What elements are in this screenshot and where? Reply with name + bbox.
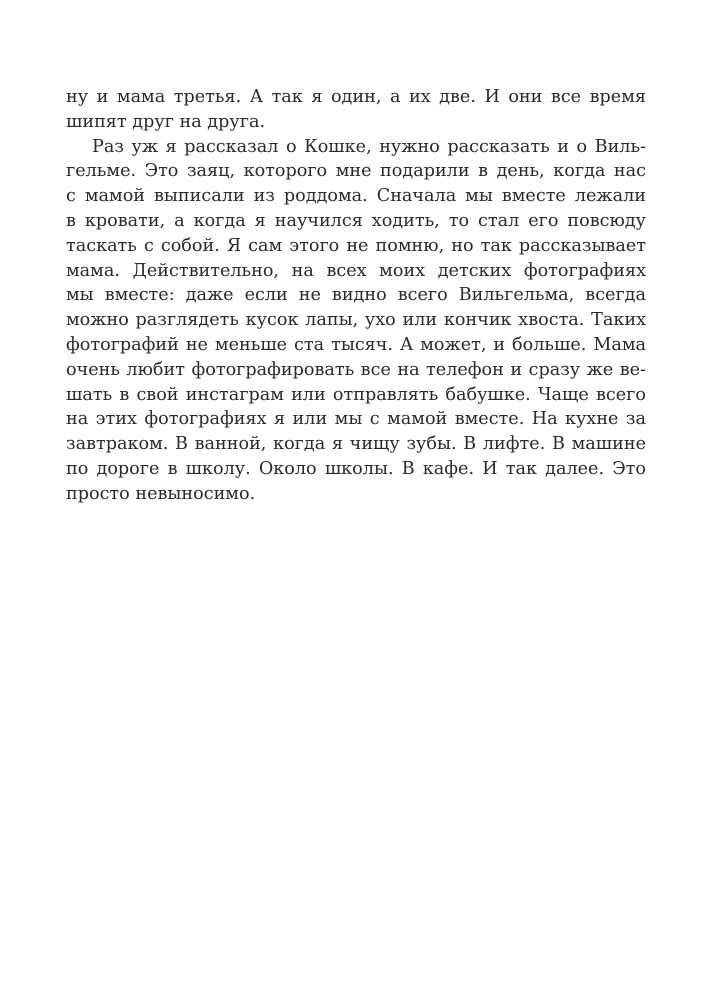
text-line: мама. Действительно, на всех моих детских фотографиях — [66, 260, 646, 281]
text-line: по дороге в школу. Около школы. В кафе. И так далее. Это — [66, 458, 646, 479]
text-line: в кровати, а когда я научился ходить, то стал его повсюду — [66, 210, 646, 231]
text-line: фотографий не меньше ста тысяч. А может, и больше. Мама — [66, 334, 646, 355]
text-line: ну и мама третья. А так я один, а их две. И они все время — [66, 87, 646, 107]
text-line: очень любит фотографировать все на телефон и сразу же ве- — [66, 359, 646, 380]
text-line: мы вместе: даже если не видно всего Вильгельма, всегда — [66, 285, 646, 306]
text-line: с мамой выписали из роддома. Сначала мы вместе лежали — [66, 186, 646, 207]
text-line: гельме. Это заяц, которого мне подарили в день, когда нас — [66, 161, 646, 182]
text-line: шипят друг на друга. — [66, 111, 266, 132]
text-line: завтраком. В ванной, когда я чищу зубы. В лифте. В машине — [66, 434, 646, 455]
text-line: шать в свой инстаграм или отправлять бабушке. Чаще всего — [66, 384, 646, 405]
text-line: Раз уж я рассказал о Кошке, нужно рассказать и о Виль- — [92, 136, 646, 157]
text-line: можно разглядеть кусок лапы, ухо или кончик хвоста. Таких — [66, 310, 646, 331]
text-line: просто невыносимо. — [66, 483, 256, 504]
body-text — [66, 85, 646, 507]
text-line: на этих фотографиях я или мы с мамой вместе. На кухне за — [66, 409, 646, 430]
text-line: таскать с собой. Я сам этого не помню, но так рассказывает — [66, 235, 646, 256]
